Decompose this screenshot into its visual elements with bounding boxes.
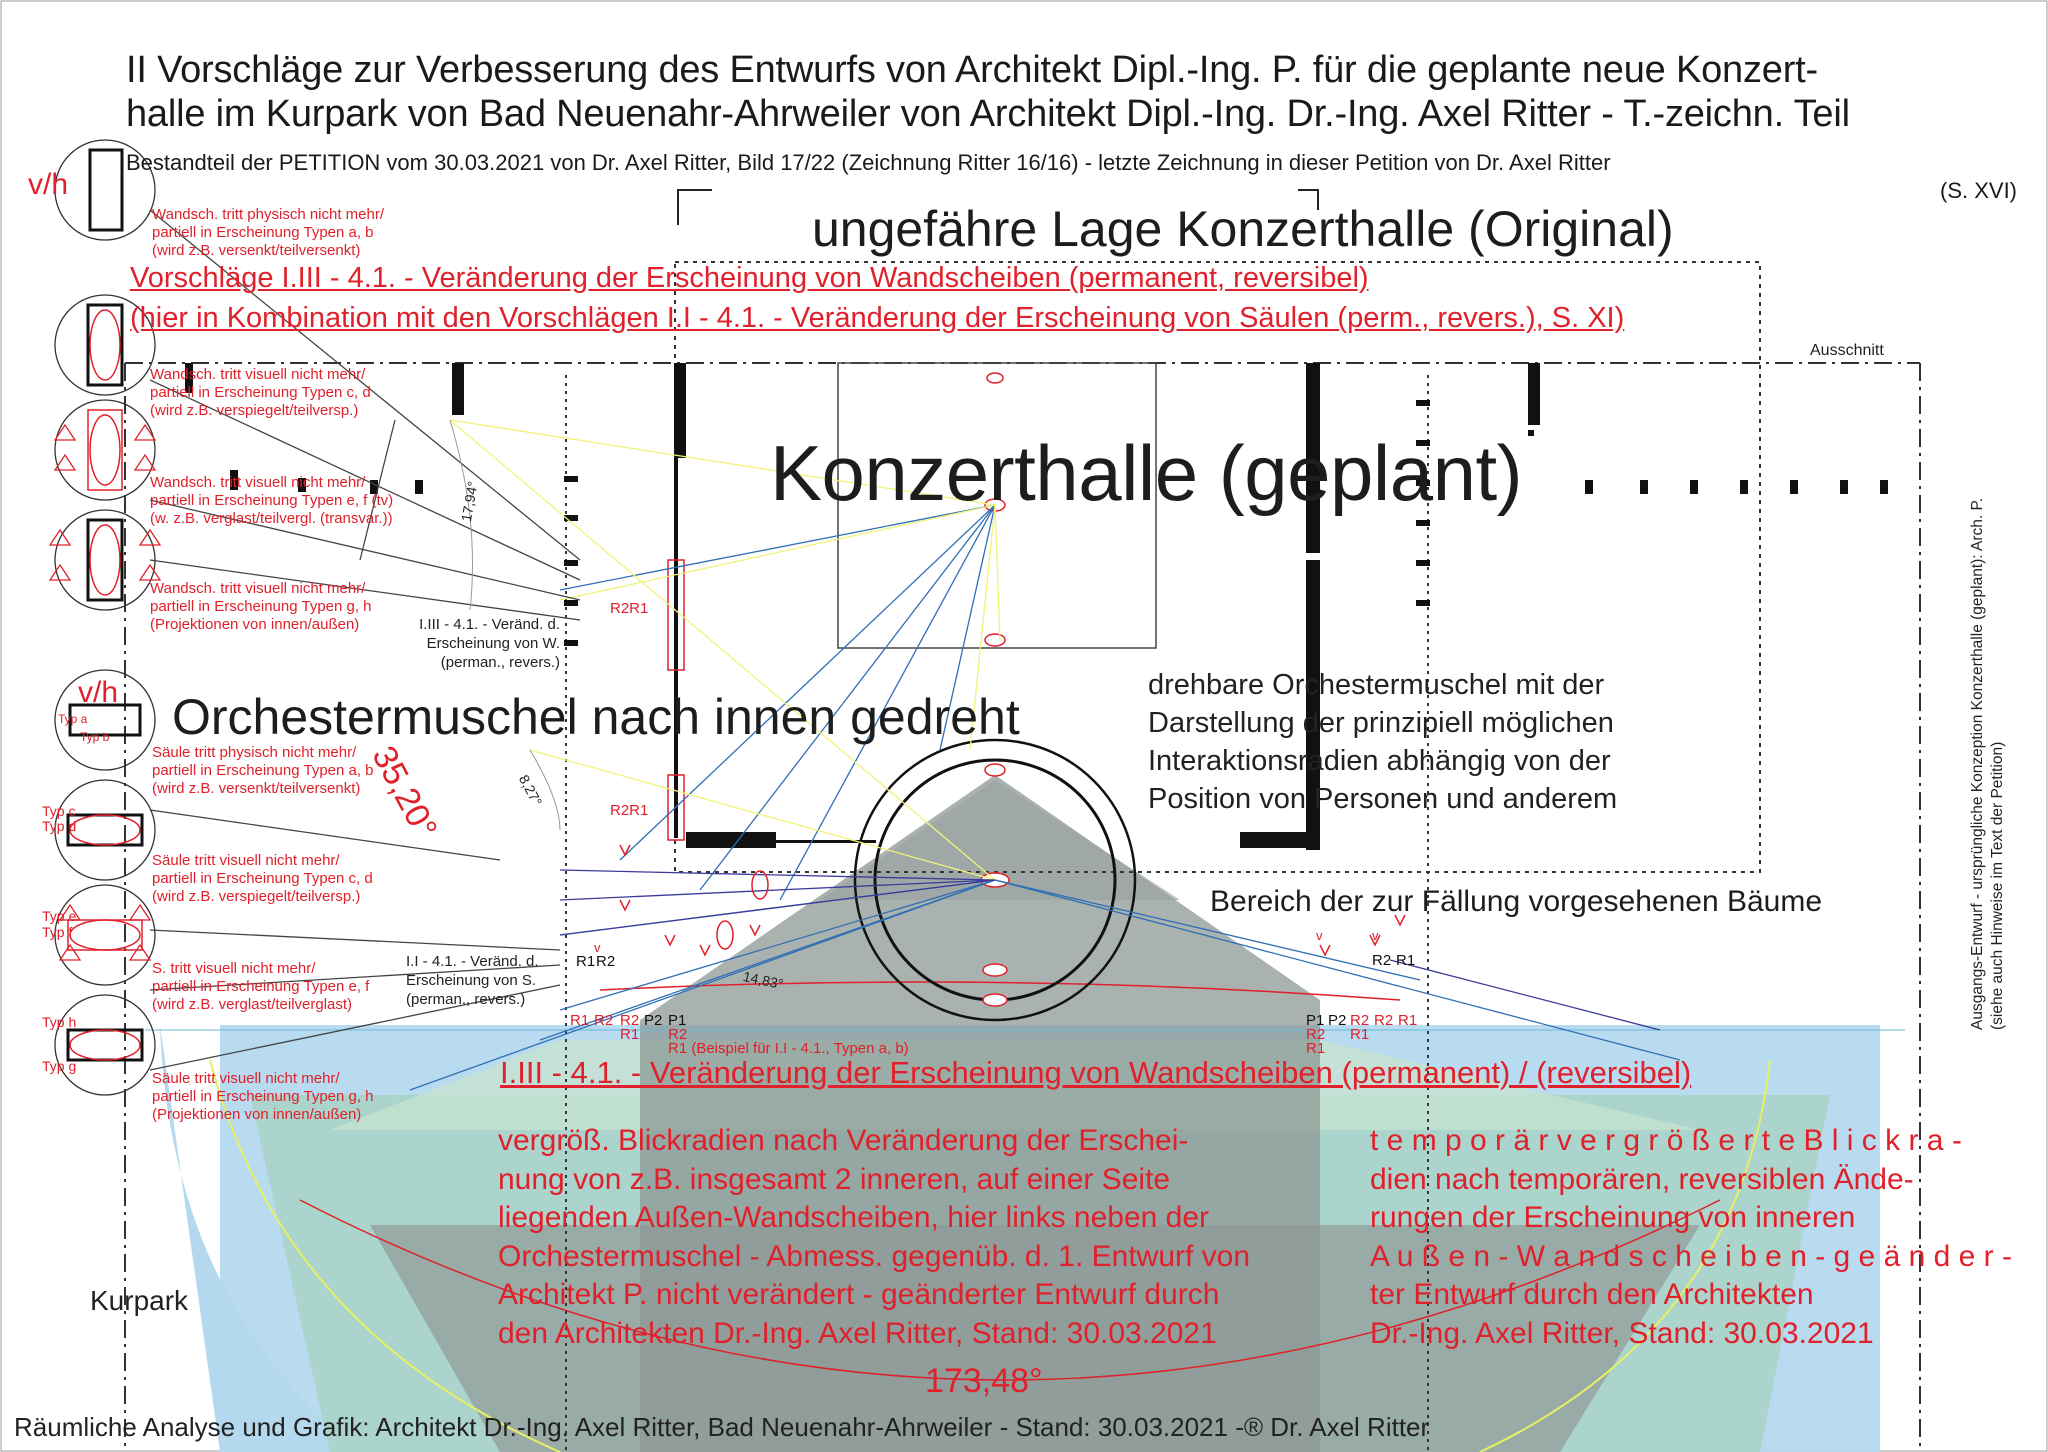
marker-r1-a: R1	[576, 953, 596, 970]
legend-column-3-l2: partiell in Erscheinung Typen e, f	[152, 978, 370, 995]
shell-text-line-3: Interaktionsradien abhängig von der	[1148, 745, 1611, 777]
legend-column-2-l2: partiell in Erscheinung Typen c, d	[152, 870, 373, 887]
note-columns-l3: (perman., revers.)	[406, 991, 526, 1008]
marker-r1-g: R1	[1396, 952, 1416, 969]
rotating-shell-text	[1148, 666, 1617, 818]
angle-label-2: 8,27°	[515, 772, 546, 809]
heading-planned-hall: Konzerthalle (geplant)	[770, 429, 1523, 517]
paragraph-left-l6: den Architekten Dr.-Ing. Axel Ritter, Stand: 30.03.2021	[498, 1316, 1217, 1350]
legend-wall-2-l1: Wandsch. tritt visuell nicht mehr/	[150, 366, 366, 383]
marker-r1-b: R1	[570, 1012, 590, 1029]
legend-column-2-l1: Säule tritt visuell nicht mehr/	[152, 852, 340, 869]
paragraph-right-l5: ter Entwurf durch den Architekten	[1370, 1278, 1814, 1311]
marker-r2-c: R2	[620, 1012, 640, 1029]
symbol-vh-2: v/h	[78, 676, 119, 709]
angle-label-1: 17,94°	[458, 479, 481, 523]
legend-column-4	[152, 1070, 374, 1124]
legend-wall-3-l3: (w. z.B. verglast/teilvergl. (transvar.))	[150, 510, 393, 527]
paragraph-right-l2: dien nach temporären, reversiblen Ände-	[1370, 1162, 1914, 1196]
angle-label-5: 173,48°	[925, 1362, 1043, 1400]
note-columns-l1: I.I - 4.1. - Veränd. d.	[406, 953, 539, 970]
marker-r1-c: R1	[620, 1026, 640, 1043]
legend-wall-2	[150, 366, 371, 420]
legend-column-3-l3: (wird z.B. verglast/teilverglast)	[152, 996, 353, 1013]
marker-r1-e: R1	[1350, 1026, 1370, 1043]
angle-label-4: 14,83°	[741, 968, 785, 993]
side-note-line-1: Ausgangs-Entwurf - ursprüngliche Konzeption Konzerthalle (geplant): Arch. P.	[1969, 497, 1986, 1030]
side-note-line-2: (siehe auch Hinweise im Text der Petition)	[1989, 741, 2006, 1030]
legend-column-2	[152, 852, 373, 906]
paragraph-left	[498, 1122, 1250, 1353]
legend-wall-4-l1: Wandsch. tritt visuell nicht mehr/	[150, 580, 366, 597]
legend-wall-3-l1: Wandsch. tritt visuell nicht mehr/	[150, 474, 366, 491]
note-walls-l1: I.III - 4.1. - Veränd. d.	[419, 616, 560, 633]
shell-text-line-2: Darstellung der prinzipiell möglichen	[1148, 707, 1614, 739]
note-columns	[406, 952, 539, 1009]
legend-wall-1-l1: Wandsch. tritt physisch nicht mehr/	[152, 206, 385, 223]
marker-r1-d: R1	[1398, 1012, 1418, 1029]
legend-wall-4	[150, 580, 372, 634]
note-walls	[400, 615, 560, 672]
symbol-typ-h: Typ h	[42, 1014, 77, 1030]
marker-r2-a: R2	[596, 953, 616, 970]
marker-r2r1-2: R2R1	[610, 802, 649, 819]
note-columns-l2: Erscheinung von S.	[406, 972, 537, 989]
legend-column-4-l1: Säule tritt visuell nicht mehr/	[152, 1070, 340, 1087]
legend-wall-3	[150, 474, 393, 528]
symbol-typ-a: Typ a	[58, 712, 88, 726]
proposal-line-1: Vorschläge I.III - 4.1. - Veränderung der Erscheinung von Wandscheiben (permanent, reversibel)	[130, 262, 1369, 294]
heading-shell-turned: Orchestermuschel nach innen gedreht	[172, 689, 1020, 745]
legend-column-3-l1: S. tritt visuell nicht mehr/	[152, 960, 316, 977]
symbol-typ-c: Typ c	[42, 803, 76, 819]
legend-column-1-l1: Säule tritt physisch nicht mehr/	[152, 744, 357, 761]
legend-wall-3-l2: partiell in Erscheinung Typen e, f (tv)	[150, 492, 394, 509]
legend-column-1-l2: partiell in Erscheinung Typen a, b	[152, 762, 374, 779]
legend-wall-1-l3: (wird z.B. versenkt/teilversenkt)	[152, 242, 361, 259]
legend-wall-1	[152, 206, 384, 260]
shell-text-line-4: Position von Personen und anderem	[1148, 783, 1618, 815]
marker-r2-h: R2	[1372, 952, 1392, 969]
marker-r1-f: R1	[1306, 1040, 1326, 1057]
angle-label-3: 35,20°	[364, 740, 445, 845]
paragraph-left-l4: Orchestermuschel - Abmess. gegenüb. d. 1. Entwurf von	[498, 1239, 1251, 1273]
paragraph-right	[1370, 1122, 2012, 1353]
paragraph-left-l1: vergröß. Blickradien nach Veränderung der Erschei-	[498, 1124, 1189, 1157]
symbol-vh-1: v/h	[28, 168, 69, 201]
marker-p1-a: P1	[668, 1012, 687, 1029]
footer-credit: Räumliche Analyse und Grafik: Architekt Dr.-Ing. Axel Ritter, Bad Neuenahr-Ahrweiler - Stand: 30.03.2021 -® Dr. Axel Ritter	[14, 1412, 1430, 1442]
title-line-1: II Vorschläge zur Verbesserung des Entwurfs von Architekt Dipl.-Ing. P. für die geplante neue Konzert-	[126, 49, 1818, 91]
note-example: R1 (Beispiel für I.I - 4.1., Typen a, b)	[668, 1040, 909, 1057]
heading-wall-change: I.III - 4.1. - Veränderung der Erscheinung von Wandscheiben (permanent) / (reversibel)	[500, 1055, 1692, 1090]
heading-trees-area: Bereich der zur Fällung vorgesehenen Bäume	[1210, 885, 1823, 918]
marker-r2-g: R2	[1306, 1026, 1326, 1043]
paragraph-right-l6: Dr.-Ing. Axel Ritter, Stand: 30.03.2021	[1370, 1316, 1874, 1350]
legend-column-2-l3: (wird z.B. verspiegelt/teilversp.)	[152, 888, 361, 905]
paragraph-right-l4: A u ß e n - W a n d s c h e i b e n - g e ä n d e r -	[1370, 1239, 2012, 1273]
legend-column-1	[152, 744, 374, 798]
legend-wall-4-l2: partiell in Erscheinung Typen g, h	[150, 598, 372, 615]
legend-column-3	[152, 960, 369, 1014]
note-walls-l3: (perman., revers.)	[440, 654, 560, 671]
marker-p1-b: P1	[1306, 1012, 1325, 1029]
paragraph-left-l3: liegenden Außen-Wandscheiben, hier links neben der	[498, 1201, 1210, 1234]
label-kurpark: Kurpark	[90, 1285, 189, 1316]
symbol-typ-e: Typ e	[42, 908, 77, 924]
marker-p2-a: P2	[644, 1012, 663, 1029]
symbol-typ-d: Typ d	[42, 818, 77, 834]
legend-wall-4-l3: (Projektionen von innen/außen)	[150, 616, 360, 633]
marker-v-a: v	[594, 940, 601, 955]
marker-r2-e: R2	[1350, 1012, 1370, 1029]
marker-r2-f: R2	[1374, 1012, 1394, 1029]
legend-column-1-l3: (wird z.B. versenkt/teilversenkt)	[152, 780, 361, 797]
marker-r2r1-1: R2R1	[610, 600, 649, 617]
shell-text-line-1: drehbare Orchestermuschel mit der	[1148, 669, 1605, 701]
marker-r2-d: R2	[668, 1026, 688, 1043]
legend-column-4-l3: (Projektionen von innen/außen)	[152, 1106, 362, 1123]
paragraph-right-l1: t e m p o r ä r v e r g r ö ß e r t e B l i c k r a -	[1370, 1124, 1962, 1157]
legend-wall-1-l2: partiell in Erscheinung Typen a, b	[152, 224, 374, 241]
legend-wall-2-l2: partiell in Erscheinung Typen c, d	[150, 384, 371, 401]
marker-v-b: v	[1316, 928, 1323, 943]
symbol-typ-f: Typ f	[42, 924, 73, 940]
heading-original-location: ungefähre Lage Konzerthalle (Original)	[812, 201, 1674, 257]
symbol-typ-g: Typ g	[42, 1058, 77, 1074]
note-walls-l2: Erscheinung von W.	[426, 635, 560, 652]
marker-r2-b: R2	[594, 1012, 614, 1029]
legend-wall-2-l3: (wird z.B. verspiegelt/teilversp.)	[150, 402, 359, 419]
side-note	[1968, 498, 2008, 1030]
marker-p2-b: P2	[1328, 1012, 1347, 1029]
page-ref: (S. XVI)	[1940, 178, 2018, 203]
paragraph-left-l5: Architekt P. nicht verändert - geänderter Entwurf durch	[498, 1278, 1220, 1311]
paragraph-left-l2: nung von z.B. insgesamt 2 inneren, auf einer Seite	[498, 1162, 1171, 1196]
cutout-label: Ausschnitt	[1810, 342, 1884, 359]
subtitle: Bestandteil der PETITION vom 30.03.2021 von Dr. Axel Ritter, Bild 17/22 (Zeichnung Ritter 16/16) - letzte Zeichnung in dieser Petition von Dr. Axel Ritter	[126, 150, 1611, 175]
title-line-2: halle im Kurpark von Bad Neuenahr-Ahrweiler von Architekt Dipl.-Ing. Dr.-Ing. Axel Ritter - T.-zeichn. Teil	[126, 93, 1850, 135]
marker-v-c: v	[1372, 928, 1379, 943]
proposal-line-2: (hier in Kombination mit den Vorschlägen I.I - 4.1. - Veränderung der Erscheinung von Säulen (perm., revers.), S. XI)	[130, 302, 1625, 334]
symbol-typ-b: Typ b	[80, 730, 110, 744]
legend-column-4-l2: partiell in Erscheinung Typen g, h	[152, 1088, 374, 1105]
paragraph-right-l3: rungen der Erscheinung von inneren	[1370, 1201, 1856, 1234]
